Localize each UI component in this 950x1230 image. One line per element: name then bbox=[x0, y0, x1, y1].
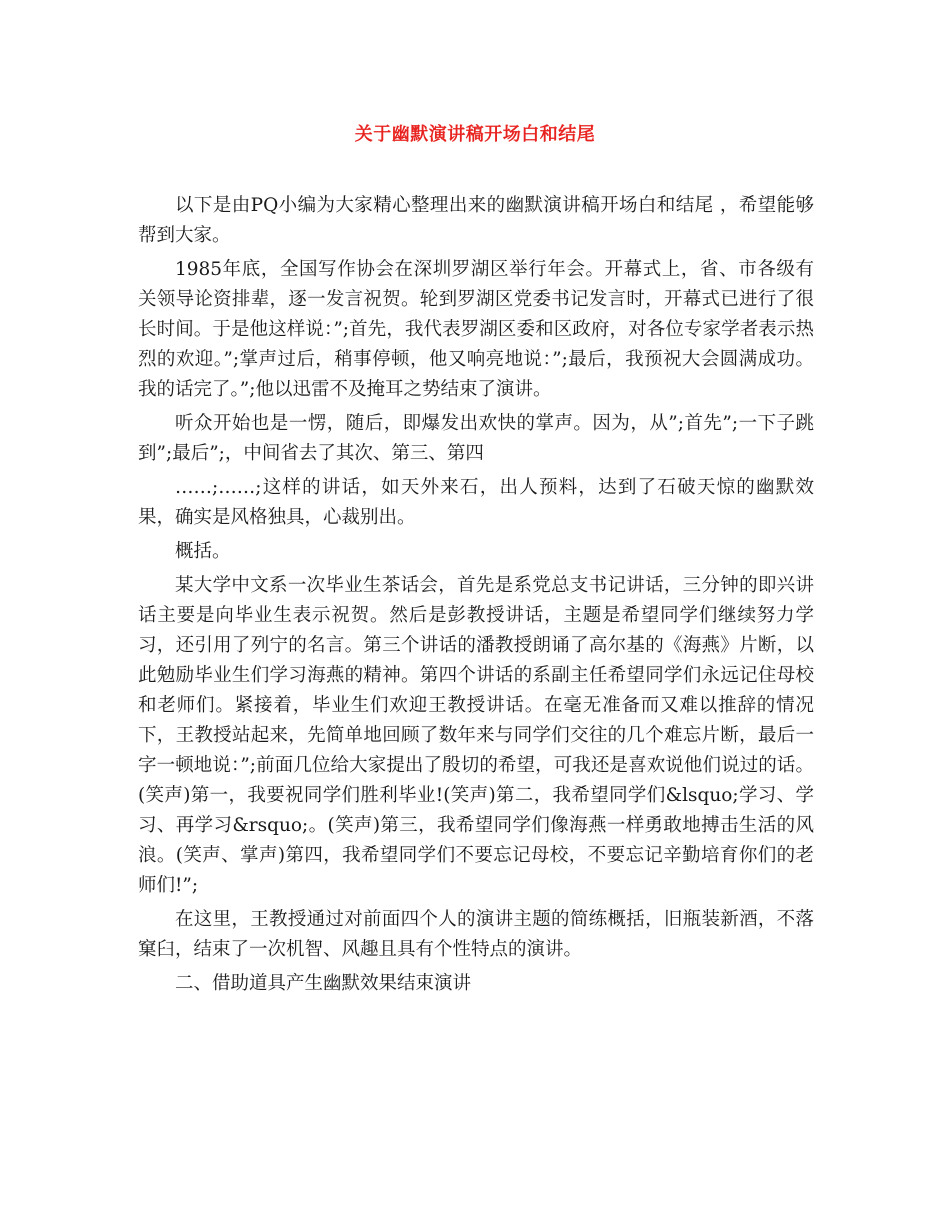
paragraph-effect: ……;……;这样的讲话，如天外来石，出人预料，达到了石破天惊的幽默效果，确实是风格独具，心裁别出。 bbox=[138, 477, 814, 528]
paragraph-summary-heading: 概括。 bbox=[175, 541, 231, 562]
paragraph-anecdote-1985: 1985年底，全国写作协会在深圳罗湖区举行年会。开幕式上，省、市各级有关领导论资排辈，逐一发言祝贺。轮到罗湖区党委书记发言时，开幕式已进行了很长时间。于是他这样说：”;首先，我代表罗湖区委和区政府，对各位专家学者表示热烈的欢迎。”;掌声过后，稍事停顿，他又响亮地说：”;最后，我预祝大会圆满成功。我的话完了。”;他以迅雷不及掩耳之势结束了演讲。 bbox=[138, 259, 814, 400]
document-body bbox=[138, 191, 814, 1003]
paragraph-audience-reaction: 听众开始也是一愣，随后，即爆发出欢快的掌声。因为，从”;首先”;一下子跳到”;最后”;，中间省去了其次、第三、第四 bbox=[138, 413, 814, 464]
paragraph-intro: 以下是由PQ小编为大家精心整理出来的幽默演讲稿开场白和结尾 ，希望能够帮到大家。 bbox=[138, 195, 814, 246]
section-heading-props: 二、借助道具产生幽默效果结束演讲 bbox=[175, 973, 472, 994]
paragraph-university-tea-party: 某大学中文系一次毕业生茶话会，首先是系党总支书记讲话，三分钟的即兴讲话主要是向毕业生表示祝贺。然后是彭教授讲话，主题是希望同学们继续努力学习，还引用了列宁的名言。第三个讲话的潘教授朗诵了高尔基的《海燕》片断，以此勉励毕业生们学习海燕的精神。第四个讲话的系副主任希望同学们永远记住母校和老师们。紧接着，毕业生们欢迎王教授讲话。在毫无准备而又难以推辞的情况下，王教授站起来，先简单地回顾了数年来与同学们交往的几个难忘片断，最后一字一顿地说：”;前面几位给大家提出了殷切的希望，可我还是喜欢说他们说过的话。(笑声)第一，我要祝同学们胜利毕业!(笑声)第二，我希望同学们&lsquo;学习、学习、再学习&rsquo;。(笑声)第三，我希望同学们像海燕一样勇敢地搏击生活的风浪。(笑声、掌声)第四，我希望同学们不要忘记母校，不要忘记辛勤培育你们的老师们!”; bbox=[138, 575, 814, 896]
paragraph-commentary: 在这里，王教授通过对前面四个人的演讲主题的简练概括，旧瓶装新酒，不落窠臼，结束了一次机智、风趣且具有个性特点的演讲。 bbox=[138, 909, 814, 960]
document-title: 关于幽默演讲稿开场白和结尾 bbox=[354, 124, 596, 145]
